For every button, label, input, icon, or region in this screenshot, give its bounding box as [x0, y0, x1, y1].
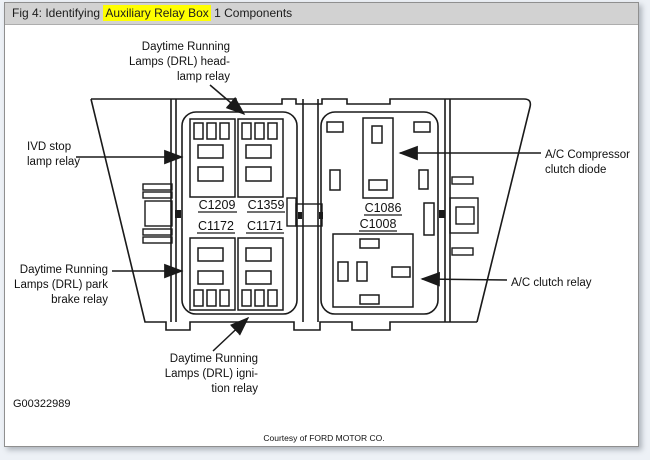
arrow-ac-clutch: [422, 279, 507, 280]
label-ac-clutch-line1: A/C clutch relay: [511, 277, 592, 289]
connector-label-c1171: C1171: [247, 219, 283, 233]
connector-label-c1172: C1172: [198, 219, 234, 233]
label-drl-headlamp-line2: Lamps (DRL) head-: [129, 56, 230, 68]
relay-drl-park-brake: [190, 238, 235, 310]
label-drl-headlamp-line3: lamp relay: [176, 71, 230, 83]
label-drl-park-line3: brake relay: [51, 294, 108, 306]
label-ivd-stop-line2: lamp relay: [27, 156, 81, 168]
connector-label-c1086: C1086: [364, 201, 402, 215]
figure-title-prefix: Fig 4: Identifying: [12, 6, 104, 20]
label-drl-park-line1: Daytime Running: [19, 264, 108, 276]
diode-ac-compressor: [363, 118, 393, 198]
courtesy-credit: Courtesy of FORD MOTOR CO.: [263, 433, 385, 443]
label-drl-headlamp-line1: Daytime Running: [141, 41, 230, 53]
assembly-outline: [91, 99, 530, 330]
label-drl-ignition-line1: Daytime Running: [169, 353, 258, 365]
relay-drl-headlamp: [238, 119, 283, 197]
arrow-drl-ignition: [213, 318, 248, 351]
assembly-bottom-edge: [91, 99, 477, 330]
label-drl-park-line2: Lamps (DRL) park: [14, 279, 108, 291]
label-ivd-stop-line1: IVD stop: [27, 141, 72, 153]
relay-ivd-stop: [190, 119, 235, 197]
connector-label-c1359: C1359: [247, 198, 285, 212]
relay-ac-clutch: [333, 234, 413, 307]
label-drl-ignition-line2: Lamps (DRL) igni-: [164, 368, 258, 380]
connector-label-c1209: C1209: [198, 198, 236, 212]
callout-arrows: [76, 85, 541, 351]
relay-drl-ignition: [238, 238, 283, 310]
connector-label-c1008: C1008: [359, 217, 397, 231]
label-ac-diode-line1: A/C Compressor: [545, 149, 630, 161]
figure-id-code: G00322989: [13, 398, 71, 410]
assembly-top-edge: [91, 99, 530, 322]
label-ac-diode-line2: clutch diode: [545, 164, 607, 176]
label-drl-ignition-line3: tion relay: [211, 383, 258, 395]
figure-title-highlight: Auxiliary Relay Box: [105, 6, 209, 20]
figure-title-suffix: 1 Components: [210, 6, 293, 20]
left-box-sockets: [190, 119, 283, 310]
